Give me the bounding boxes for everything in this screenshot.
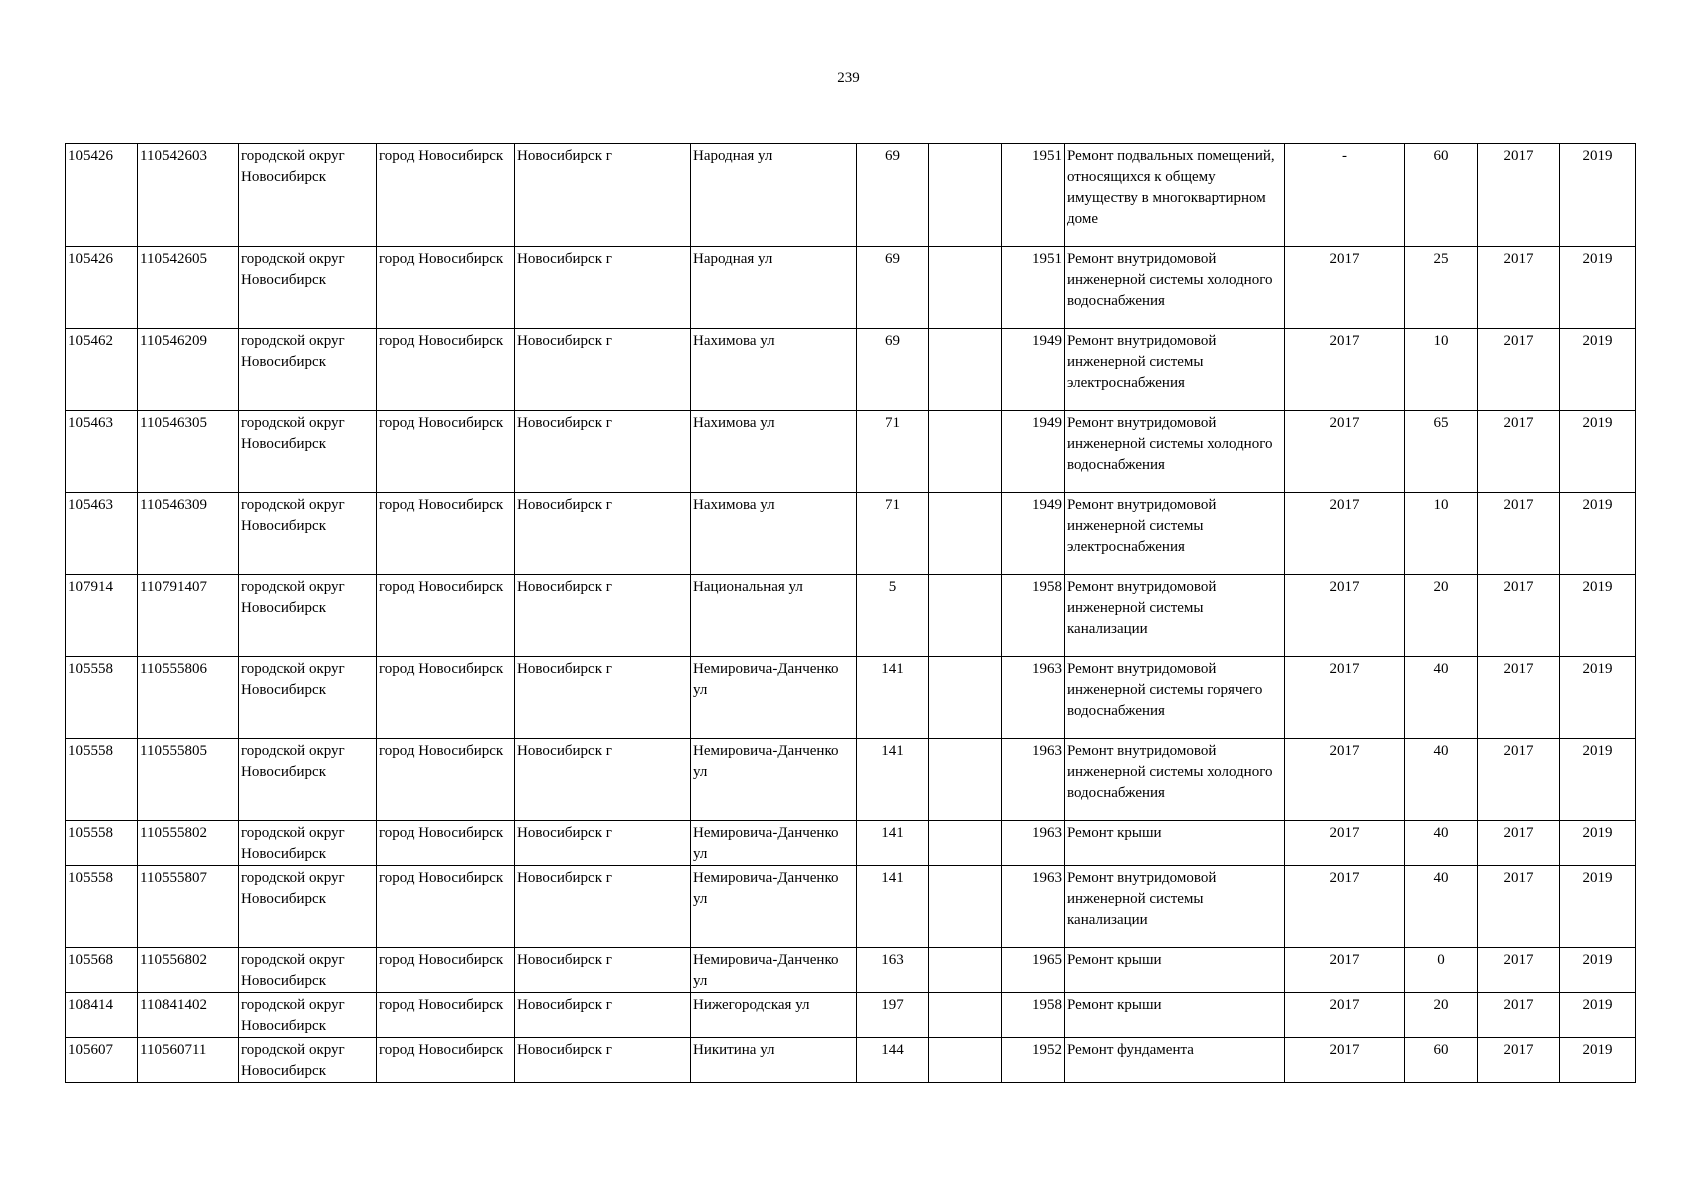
table-row — [66, 993, 1636, 1038]
cell-plan-to: 2019 — [1560, 993, 1636, 1038]
cell-plan-to: 2019 — [1560, 821, 1636, 866]
cell-last-repair: 2017 — [1285, 948, 1405, 993]
cell-year: 1958 — [1002, 993, 1065, 1038]
cell-street: Народная ул — [691, 144, 857, 247]
cell-wear: 20 — [1405, 993, 1478, 1038]
cell-locality: Новосибирск г — [515, 948, 691, 993]
cell-city: город Новосибирск — [377, 411, 515, 493]
cell-house: 5 — [857, 575, 929, 657]
cell-street: Никитина ул — [691, 1038, 857, 1083]
cell-district: городской округ Новосибирск — [239, 657, 377, 739]
cell-house: 163 — [857, 948, 929, 993]
cell-last-repair: 2017 — [1285, 411, 1405, 493]
table-row — [66, 411, 1636, 493]
cell-house: 71 — [857, 493, 929, 575]
cell-id: 108414 — [66, 993, 138, 1038]
cell-city: город Новосибирск — [377, 575, 515, 657]
cell-plan-from: 2017 — [1478, 1038, 1560, 1083]
cell-plan-to: 2019 — [1560, 575, 1636, 657]
cell-id: 105607 — [66, 1038, 138, 1083]
cell-city: город Новосибирск — [377, 993, 515, 1038]
cell-plan-from: 2017 — [1478, 329, 1560, 411]
cell-year: 1963 — [1002, 657, 1065, 739]
cell-plan-from: 2017 — [1478, 144, 1560, 247]
cell-street: Нахимова ул — [691, 329, 857, 411]
cell-district: городской округ Новосибирск — [239, 866, 377, 948]
cell-code: 110542605 — [138, 247, 239, 329]
cell-id: 105558 — [66, 739, 138, 821]
cell-house: 69 — [857, 329, 929, 411]
cell-locality: Новосибирск г — [515, 866, 691, 948]
cell-year: 1965 — [1002, 948, 1065, 993]
cell-id: 105568 — [66, 948, 138, 993]
cell-city: город Новосибирск — [377, 739, 515, 821]
cell-work-type: Ремонт внутридомовой инженерной системы горячего водоснабжения — [1065, 657, 1285, 739]
cell-wear: 10 — [1405, 329, 1478, 411]
cell-last-repair: - — [1285, 144, 1405, 247]
cell-building — [929, 411, 1002, 493]
cell-work-type: Ремонт внутридомовой инженерной системы холодного водоснабжения — [1065, 247, 1285, 329]
cell-code: 110556802 — [138, 948, 239, 993]
cell-work-type: Ремонт крыши — [1065, 948, 1285, 993]
cell-district: городской округ Новосибирск — [239, 993, 377, 1038]
cell-year: 1951 — [1002, 144, 1065, 247]
cell-year: 1949 — [1002, 411, 1065, 493]
cell-plan-from: 2017 — [1478, 821, 1560, 866]
cell-plan-to: 2019 — [1560, 948, 1636, 993]
cell-street: Немировича-Данченко ул — [691, 948, 857, 993]
cell-building — [929, 821, 1002, 866]
cell-locality: Новосибирск г — [515, 411, 691, 493]
cell-work-type: Ремонт внутридомовой инженерной системы холодного водоснабжения — [1065, 739, 1285, 821]
cell-code: 110555807 — [138, 866, 239, 948]
cell-city: город Новосибирск — [377, 493, 515, 575]
cell-year: 1958 — [1002, 575, 1065, 657]
cell-city: город Новосибирск — [377, 1038, 515, 1083]
cell-building — [929, 493, 1002, 575]
cell-code: 110546209 — [138, 329, 239, 411]
cell-district: городской округ Новосибирск — [239, 948, 377, 993]
cell-locality: Новосибирск г — [515, 493, 691, 575]
cell-street: Немировича-Данченко ул — [691, 821, 857, 866]
table-row — [66, 575, 1636, 657]
cell-last-repair: 2017 — [1285, 739, 1405, 821]
cell-city: город Новосибирск — [377, 866, 515, 948]
cell-code: 110555802 — [138, 821, 239, 866]
cell-building — [929, 329, 1002, 411]
cell-city: город Новосибирск — [377, 329, 515, 411]
cell-work-type: Ремонт фундамента — [1065, 1038, 1285, 1083]
cell-year: 1949 — [1002, 493, 1065, 575]
cell-wear: 60 — [1405, 1038, 1478, 1083]
cell-year: 1949 — [1002, 329, 1065, 411]
cell-plan-to: 2019 — [1560, 1038, 1636, 1083]
cell-house: 69 — [857, 247, 929, 329]
cell-work-type: Ремонт внутридомовой инженерной системы электроснабжения — [1065, 493, 1285, 575]
cell-plan-to: 2019 — [1560, 329, 1636, 411]
cell-id: 105558 — [66, 866, 138, 948]
cell-locality: Новосибирск г — [515, 247, 691, 329]
cell-house: 197 — [857, 993, 929, 1038]
cell-wear: 0 — [1405, 948, 1478, 993]
cell-district: городской округ Новосибирск — [239, 821, 377, 866]
cell-district: городской округ Новосибирск — [239, 493, 377, 575]
cell-id: 107914 — [66, 575, 138, 657]
cell-year: 1952 — [1002, 1038, 1065, 1083]
cell-id: 105463 — [66, 411, 138, 493]
cell-last-repair: 2017 — [1285, 993, 1405, 1038]
cell-house: 69 — [857, 144, 929, 247]
cell-id: 105558 — [66, 657, 138, 739]
cell-id: 105558 — [66, 821, 138, 866]
cell-plan-to: 2019 — [1560, 657, 1636, 739]
cell-plan-from: 2017 — [1478, 657, 1560, 739]
table-row — [66, 1038, 1636, 1083]
cell-code: 110560711 — [138, 1038, 239, 1083]
cell-district: городской округ Новосибирск — [239, 575, 377, 657]
cell-house: 141 — [857, 739, 929, 821]
table-row — [66, 493, 1636, 575]
cell-building — [929, 1038, 1002, 1083]
cell-code: 110555806 — [138, 657, 239, 739]
cell-last-repair: 2017 — [1285, 329, 1405, 411]
cell-building — [929, 144, 1002, 247]
cell-house: 141 — [857, 866, 929, 948]
cell-work-type: Ремонт внутридомовой инженерной системы канализации — [1065, 575, 1285, 657]
cell-street: Немировича-Данченко ул — [691, 739, 857, 821]
cell-city: город Новосибирск — [377, 657, 515, 739]
cell-building — [929, 575, 1002, 657]
cell-wear: 60 — [1405, 144, 1478, 247]
cell-wear: 40 — [1405, 657, 1478, 739]
cell-last-repair: 2017 — [1285, 493, 1405, 575]
cell-locality: Новосибирск г — [515, 1038, 691, 1083]
cell-plan-to: 2019 — [1560, 247, 1636, 329]
cell-house: 71 — [857, 411, 929, 493]
cell-work-type: Ремонт крыши — [1065, 821, 1285, 866]
cell-wear: 40 — [1405, 821, 1478, 866]
cell-plan-from: 2017 — [1478, 866, 1560, 948]
cell-house: 144 — [857, 1038, 929, 1083]
cell-plan-to: 2019 — [1560, 144, 1636, 247]
cell-building — [929, 739, 1002, 821]
cell-last-repair: 2017 — [1285, 657, 1405, 739]
table-row — [66, 144, 1636, 247]
cell-code: 110542603 — [138, 144, 239, 247]
cell-year: 1963 — [1002, 821, 1065, 866]
cell-street: Немировича-Данченко ул — [691, 657, 857, 739]
cell-last-repair: 2017 — [1285, 1038, 1405, 1083]
cell-street: Нахимова ул — [691, 411, 857, 493]
cell-work-type: Ремонт крыши — [1065, 993, 1285, 1038]
cell-id: 105462 — [66, 329, 138, 411]
cell-plan-to: 2019 — [1560, 866, 1636, 948]
cell-locality: Новосибирск г — [515, 657, 691, 739]
table-row — [66, 948, 1636, 993]
cell-wear: 25 — [1405, 247, 1478, 329]
cell-building — [929, 866, 1002, 948]
cell-code: 110546305 — [138, 411, 239, 493]
cell-city: город Новосибирск — [377, 144, 515, 247]
table-row — [66, 821, 1636, 866]
cell-city: город Новосибирск — [377, 948, 515, 993]
cell-work-type: Ремонт подвальных помещений, относящихся к общему имуществу в многоквартирном доме — [1065, 144, 1285, 247]
cell-code: 110546309 — [138, 493, 239, 575]
cell-wear: 65 — [1405, 411, 1478, 493]
cell-street: Немировича-Данченко ул — [691, 866, 857, 948]
cell-work-type: Ремонт внутридомовой инженерной системы канализации — [1065, 866, 1285, 948]
table-row — [66, 739, 1636, 821]
cell-last-repair: 2017 — [1285, 866, 1405, 948]
repair-register-table — [65, 143, 1636, 1083]
table-row — [66, 247, 1636, 329]
cell-locality: Новосибирск г — [515, 993, 691, 1038]
cell-city: город Новосибирск — [377, 821, 515, 866]
page-number: 239 — [837, 70, 860, 86]
cell-locality: Новосибирск г — [515, 329, 691, 411]
cell-plan-from: 2017 — [1478, 948, 1560, 993]
cell-street: Нахимова ул — [691, 493, 857, 575]
cell-plan-from: 2017 — [1478, 493, 1560, 575]
table-row — [66, 866, 1636, 948]
cell-district: городской округ Новосибирск — [239, 1038, 377, 1083]
cell-id: 105426 — [66, 144, 138, 247]
cell-last-repair: 2017 — [1285, 247, 1405, 329]
cell-plan-from: 2017 — [1478, 739, 1560, 821]
cell-locality: Новосибирск г — [515, 144, 691, 247]
cell-last-repair: 2017 — [1285, 821, 1405, 866]
cell-district: городской округ Новосибирск — [239, 144, 377, 247]
cell-building — [929, 948, 1002, 993]
cell-locality: Новосибирск г — [515, 575, 691, 657]
cell-plan-to: 2019 — [1560, 411, 1636, 493]
cell-locality: Новосибирск г — [515, 821, 691, 866]
cell-year: 1963 — [1002, 866, 1065, 948]
cell-code: 110555805 — [138, 739, 239, 821]
cell-plan-to: 2019 — [1560, 493, 1636, 575]
cell-building — [929, 993, 1002, 1038]
cell-city: город Новосибирск — [377, 247, 515, 329]
cell-house: 141 — [857, 657, 929, 739]
cell-plan-from: 2017 — [1478, 247, 1560, 329]
cell-id: 105426 — [66, 247, 138, 329]
cell-locality: Новосибирск г — [515, 739, 691, 821]
cell-street: Национальная ул — [691, 575, 857, 657]
cell-street: Нижегородская ул — [691, 993, 857, 1038]
cell-plan-to: 2019 — [1560, 739, 1636, 821]
cell-code: 110841402 — [138, 993, 239, 1038]
cell-id: 105463 — [66, 493, 138, 575]
cell-plan-from: 2017 — [1478, 575, 1560, 657]
cell-district: городской округ Новосибирск — [239, 411, 377, 493]
table-row — [66, 657, 1636, 739]
cell-wear: 10 — [1405, 493, 1478, 575]
cell-plan-from: 2017 — [1478, 993, 1560, 1038]
cell-wear: 40 — [1405, 866, 1478, 948]
table-row — [66, 329, 1636, 411]
cell-wear: 20 — [1405, 575, 1478, 657]
cell-street: Народная ул — [691, 247, 857, 329]
cell-district: городской округ Новосибирск — [239, 247, 377, 329]
cell-plan-from: 2017 — [1478, 411, 1560, 493]
cell-district: городской округ Новосибирск — [239, 329, 377, 411]
cell-code: 110791407 — [138, 575, 239, 657]
cell-building — [929, 657, 1002, 739]
cell-district: городской округ Новосибирск — [239, 739, 377, 821]
cell-wear: 40 — [1405, 739, 1478, 821]
table-body — [66, 144, 1636, 1083]
cell-year: 1951 — [1002, 247, 1065, 329]
cell-last-repair: 2017 — [1285, 575, 1405, 657]
cell-work-type: Ремонт внутридомовой инженерной системы холодного водоснабжения — [1065, 411, 1285, 493]
cell-building — [929, 247, 1002, 329]
cell-work-type: Ремонт внутридомовой инженерной системы электроснабжения — [1065, 329, 1285, 411]
cell-year: 1963 — [1002, 739, 1065, 821]
cell-house: 141 — [857, 821, 929, 866]
